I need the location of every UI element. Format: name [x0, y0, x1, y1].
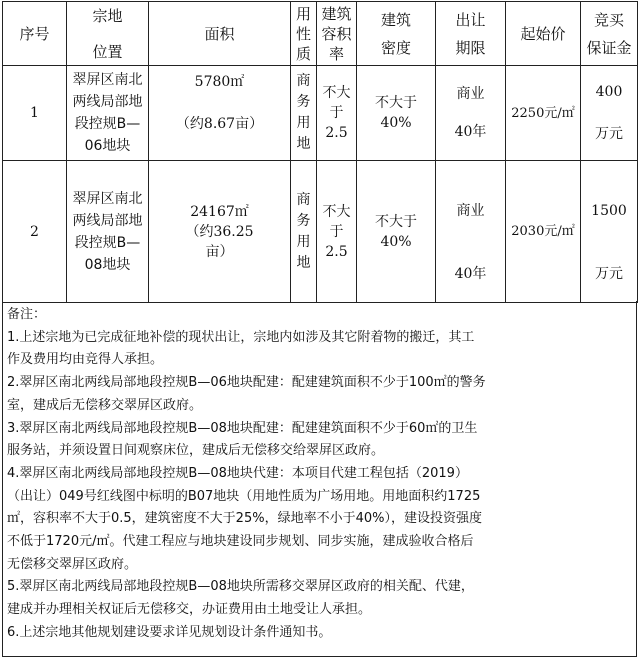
- header-density-line: 建筑: [380, 10, 411, 29]
- row-start-price-value: 2250元/㎡: [511, 105, 575, 121]
- header-far-line: 建筑: [321, 4, 352, 23]
- row-density-line: 40%: [380, 233, 412, 250]
- header-density: [357, 2, 436, 66]
- row-deposit-line: 400: [595, 84, 623, 100]
- row-deposit-line: 万元: [595, 266, 623, 282]
- row-density-line: 不大于: [375, 213, 417, 230]
- row-seq: [3, 161, 67, 303]
- header-location: [67, 2, 149, 66]
- row-location-line: 段控规B—: [74, 234, 141, 251]
- row-location: [67, 161, 149, 303]
- row-far: [317, 161, 357, 303]
- notes-line: 1.上述宗地为已完成征地补偿的现状出让，宗地内如涉及其它附着物的搬迁，其工: [7, 329, 475, 345]
- notes-section: [2, 301, 637, 657]
- row-use-char: 用: [296, 115, 311, 131]
- header-area: [149, 2, 291, 66]
- row-use-char: 商: [296, 191, 311, 208]
- row-area-line: 5780㎡: [194, 74, 245, 90]
- row-location-line: 06地块: [84, 138, 131, 154]
- row-use: [291, 66, 317, 161]
- row-area-line: （约36.25: [185, 223, 254, 240]
- row-location-line: 翠屏区南北: [72, 72, 143, 88]
- row-term-line: 40年: [454, 266, 487, 282]
- table-row: [3, 66, 638, 161]
- header-deposit: [581, 2, 638, 66]
- table-header-row: [3, 2, 638, 66]
- header-use-char: 质: [295, 44, 311, 63]
- notes-line: 建成并办理相关权证后无偿移交，办证费用由土地受让人承担。: [7, 602, 372, 618]
- header-term: [436, 2, 506, 66]
- notes-line: 3.翠屏区南北两线局部地段控规B—08地块配建：配建建筑面积不少于60㎡的卫生: [7, 420, 478, 436]
- header-deposit-line: 竞买: [593, 10, 624, 29]
- row-area-line: 亩）: [205, 243, 234, 260]
- land-parcel-table: [2, 1, 638, 303]
- header-use-char: 用: [295, 4, 311, 23]
- row-use-char: 商: [296, 73, 311, 89]
- row-start-price: [506, 161, 581, 303]
- row-far-line: 于: [329, 105, 344, 121]
- row-density: [357, 66, 436, 161]
- row-far-line: 不大: [322, 203, 351, 220]
- header-term-line: 出让: [455, 10, 486, 29]
- row-far-line: 2.5: [325, 125, 348, 141]
- notes-line: （出让）049号红线图中标明的B07地块（用地性质为广场用地。用地面积约1725: [7, 488, 481, 504]
- row-density: [357, 161, 436, 303]
- header-deposit-line: 保证金: [586, 38, 632, 57]
- header-far-line: 率: [328, 44, 344, 63]
- notes-line: 服务站，并须设置日间观察床位，建成后无偿移交给翠屏区政府。: [7, 443, 385, 459]
- row-area-line: 24167㎡: [190, 203, 249, 220]
- header-start-price-label: 起始价: [520, 24, 566, 43]
- row-location-line: 段控规B—: [74, 116, 141, 132]
- header-density-line: 密度: [380, 38, 411, 57]
- header-far: [317, 2, 357, 66]
- row-term: [436, 161, 506, 303]
- row-area-line: （约8.67亩）: [175, 116, 264, 132]
- notes-line: 作及费用均由竞得人承担。: [7, 352, 164, 368]
- header-area-label: 面积: [204, 24, 235, 43]
- row-location: [67, 66, 149, 161]
- row-far-line: 于: [329, 223, 344, 240]
- row-density-line: 40%: [380, 115, 412, 131]
- row-area: [149, 66, 291, 161]
- table-row: [3, 161, 638, 303]
- row-location-line: 08地块: [84, 256, 131, 273]
- row-use: [291, 161, 317, 303]
- row-start-price: [506, 66, 581, 161]
- row-location-line: 两线局部地: [72, 94, 143, 110]
- row-use-char: 务: [296, 212, 311, 229]
- row-deposit: [581, 161, 638, 303]
- row-seq-value: 2: [30, 223, 39, 240]
- header-use-char: 性: [295, 24, 311, 43]
- row-use-char: 务: [296, 94, 311, 110]
- row-deposit-line: 1500: [591, 203, 627, 219]
- row-use-char: 用: [296, 233, 311, 250]
- row-location-line: 两线局部地: [72, 212, 143, 229]
- row-use-char: 地: [296, 254, 311, 271]
- header-location-line: 宗地: [92, 6, 123, 25]
- row-far-line: 不大: [322, 85, 351, 101]
- header-location-line: 位置: [92, 42, 123, 61]
- header-seq-label: 序号: [19, 24, 50, 43]
- header-seq: [3, 2, 67, 66]
- notes-line: 5.翠屏区南北两线局部地段控规B—08地块所需移交翠屏区政府的相关配、代建，: [7, 579, 474, 595]
- header-far-line: 容积: [321, 24, 352, 43]
- row-term-line: 商业: [456, 86, 485, 102]
- notes-line: 4.翠屏区南北两线局部地段控规B—08地块代建：本项目代建工程包括（2019）: [7, 465, 468, 481]
- row-deposit-line: 万元: [595, 126, 623, 142]
- notes-line: ㎡，容积率不大于0.5，建筑密度不大于25%，绿地率不小于40%），建设投资强度: [7, 511, 482, 527]
- header-term-line: 期限: [455, 38, 486, 57]
- row-seq-value: 1: [30, 105, 39, 121]
- notes-heading: 备注：: [7, 307, 47, 322]
- row-area: [149, 161, 291, 303]
- notes-line: 室，建成后无偿移交翠屏区政府。: [7, 397, 203, 413]
- notes-line: 2.翠屏区南北两线局部地段控规B—06地块配建：配建建筑面积不少于100㎡的警务: [7, 375, 486, 391]
- row-deposit: [581, 66, 638, 161]
- row-density-line: 不大于: [375, 95, 417, 111]
- notes-line: 不低于1720元/㎡。代建工程应与地块建设同步规划、同步实施，建成验收合格后: [7, 534, 474, 550]
- row-term: [436, 66, 506, 161]
- notes-line: 6.上述宗地其他规划建设要求详见规划设计条件通知书。: [7, 624, 332, 640]
- row-seq: [3, 66, 67, 161]
- header-use: [291, 2, 317, 66]
- notes-line: 无偿移交翠屏区政府。: [7, 556, 138, 572]
- row-use-char: 地: [296, 136, 311, 152]
- row-start-price-value: 2030元/㎡: [511, 224, 575, 239]
- row-location-line: 翠屏区南北: [72, 190, 143, 207]
- row-term-line: 40年: [454, 124, 487, 140]
- row-far-line: 2.5: [325, 243, 348, 260]
- row-far: [317, 66, 357, 161]
- header-start-price: [506, 2, 581, 66]
- row-term-line: 商业: [456, 203, 485, 219]
